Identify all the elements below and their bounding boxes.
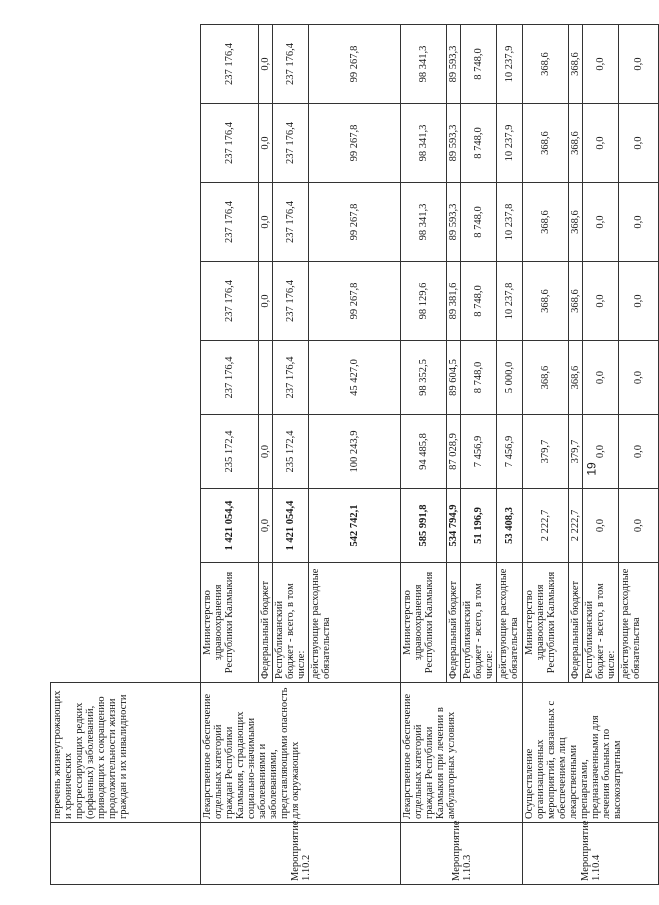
value-cell: 89 593,3 <box>447 25 461 104</box>
value-cell: 585 991,8 <box>401 489 447 563</box>
value-cell: 237 176,4 <box>201 104 259 183</box>
value-cell: 0,0 <box>619 183 659 262</box>
value-cell: 98 341,3 <box>401 25 447 104</box>
value-cell: 0,0 <box>583 25 619 104</box>
value-cell: 1 421 054,4 <box>273 489 309 563</box>
row-label: Республиканский бюджет - всего, в том числе: <box>583 563 619 683</box>
row-label: Республиканский бюджет - всего, в том числе: <box>273 563 309 683</box>
value-cell: 235 172,4 <box>201 415 259 489</box>
value-cell: 10 237,8 <box>497 183 523 262</box>
value-cell: 10 237,9 <box>497 25 523 104</box>
value-cell: 0,0 <box>583 415 619 489</box>
value-cell: 89 593,3 <box>447 183 461 262</box>
value-cell: 0,0 <box>259 104 273 183</box>
table-row <box>401 25 447 885</box>
continuation-name-cell: перечень жизнеугрожающих и хронических прогрессирующих редких (орфанных) заболеваний, приводящих к сокращению продолжительности жизни граждан и их инвалидности <box>51 683 201 823</box>
value-cell: 368,6 <box>569 262 583 341</box>
value-cell: 237 176,4 <box>201 341 259 415</box>
value-cell: 7 456,9 <box>461 415 497 489</box>
value-cell: 237 176,4 <box>273 183 309 262</box>
value-cell: 99 267,8 <box>309 104 401 183</box>
value-cell: 5 000,0 <box>497 341 523 415</box>
value-cell: 0,0 <box>583 489 619 563</box>
value-cell: 2 222,7 <box>523 489 569 563</box>
value-cell: 237 176,4 <box>201 25 259 104</box>
value-cell: 542 742,1 <box>309 489 401 563</box>
value-cell: 0,0 <box>619 25 659 104</box>
value-cell: 379,7 <box>569 415 583 489</box>
value-cell: 89 381,6 <box>447 262 461 341</box>
budget-table-sheet <box>50 25 645 885</box>
value-cell: 98 341,3 <box>401 104 447 183</box>
value-cell: 45 427,0 <box>309 341 401 415</box>
activity-id: Мероприятие 1.10.3 <box>401 823 523 885</box>
value-cell: 0,0 <box>259 183 273 262</box>
value-cell: 237 176,4 <box>201 183 259 262</box>
budget-table <box>50 24 659 885</box>
value-cell: 0,0 <box>583 262 619 341</box>
value-cell: 237 176,4 <box>273 25 309 104</box>
value-cell: 368,6 <box>569 25 583 104</box>
value-cell: 7 456,9 <box>497 415 523 489</box>
continuation-row <box>51 25 201 885</box>
value-cell: 0,0 <box>583 183 619 262</box>
value-cell: 379,7 <box>523 415 569 489</box>
row-label: действующие расходные обязательства <box>497 563 523 683</box>
value-cell: 8 748,0 <box>461 104 497 183</box>
value-cell: 368,6 <box>523 104 569 183</box>
value-cell: 0,0 <box>619 341 659 415</box>
value-cell: 100 243,9 <box>309 415 401 489</box>
table-row <box>201 25 259 885</box>
row-label: действующие расходные обязательства <box>309 563 401 683</box>
value-cell: 368,6 <box>523 262 569 341</box>
value-cell: 235 172,4 <box>273 415 309 489</box>
value-cell: 89 604,5 <box>447 341 461 415</box>
value-cell: 0,0 <box>619 104 659 183</box>
value-cell: 89 593,3 <box>447 104 461 183</box>
value-cell: 98 129,6 <box>401 262 447 341</box>
value-cell: 2 222,7 <box>569 489 583 563</box>
value-cell: 534 794,9 <box>447 489 461 563</box>
value-cell: 0,0 <box>583 104 619 183</box>
value-cell: 8 748,0 <box>461 341 497 415</box>
row-label: Федеральный бюджет <box>259 563 273 683</box>
value-cell: 0,0 <box>259 489 273 563</box>
value-cell: 0,0 <box>259 25 273 104</box>
value-cell: 237 176,4 <box>273 262 309 341</box>
value-cell: 1 421 054,4 <box>201 489 259 563</box>
value-cell: 368,6 <box>569 341 583 415</box>
value-cell: 0,0 <box>259 415 273 489</box>
activity-name: Осуществление организационных мероприятий, связанных с обеспечением лиц лекарственными препаратами, предназначенными для лечения больных по высокозатратным <box>523 683 659 823</box>
continuation-id-cell <box>51 823 201 885</box>
value-cell: 87 028,9 <box>447 415 461 489</box>
value-cell: 8 748,0 <box>461 183 497 262</box>
value-cell: 0,0 <box>619 489 659 563</box>
value-cell: 368,6 <box>523 25 569 104</box>
value-cell: 0,0 <box>619 262 659 341</box>
value-cell: 98 341,3 <box>401 183 447 262</box>
value-cell: 53 408,3 <box>497 489 523 563</box>
value-cell: 10 237,8 <box>497 262 523 341</box>
value-cell: 237 176,4 <box>273 341 309 415</box>
value-cell: 368,6 <box>523 341 569 415</box>
value-cell: 51 196,9 <box>461 489 497 563</box>
page-number: 19 <box>584 462 599 476</box>
value-cell: 8 748,0 <box>461 262 497 341</box>
row-label: Федеральный бюджет <box>447 563 461 683</box>
value-cell: 368,6 <box>523 183 569 262</box>
value-cell: 8 748,0 <box>461 25 497 104</box>
value-cell: 99 267,8 <box>309 183 401 262</box>
row-label: Федеральный бюджет <box>569 563 583 683</box>
activity-name: Лекарственное обеспечение отдельных категорий граждан Республики Калмыкия, страдающих социально-значимыми заболеваниями и заболеваниями, представляющими опасность для окружающих <box>201 683 401 823</box>
value-cell: 98 352,5 <box>401 341 447 415</box>
value-cell: 237 176,4 <box>273 104 309 183</box>
value-cell: 368,6 <box>569 183 583 262</box>
value-cell: 237 176,4 <box>201 262 259 341</box>
row-label: действующие расходные обязательства <box>619 563 659 683</box>
table-row <box>523 25 569 885</box>
value-cell: 0,0 <box>259 262 273 341</box>
value-cell: 0,0 <box>583 341 619 415</box>
value-cell <box>259 341 273 415</box>
value-cell: 0,0 <box>619 415 659 489</box>
row-label: Республиканский бюджет - всего, в том числе: <box>461 563 497 683</box>
row-label: Министерство здравоохранения Республики Калмыкия <box>401 563 447 683</box>
value-cell: 99 267,8 <box>309 262 401 341</box>
value-cell: 94 485,8 <box>401 415 447 489</box>
row-label: Министерство здравоохранения Республики Калмыкия <box>523 563 569 683</box>
activity-id: Мероприятие 1.10.4 <box>523 823 659 885</box>
value-cell: 10 237,9 <box>497 104 523 183</box>
activity-id: Мероприятие 1.10.2 <box>201 823 401 885</box>
row-label: Министерство здравоохранения Республики Калмыкия <box>201 563 259 683</box>
activity-name: Лекарственное обеспечение отдельных категорий граждан Республики Калмыкия при лечении в амбулаторных условиях <box>401 683 523 823</box>
value-cell: 368,6 <box>569 104 583 183</box>
value-cell: 99 267,8 <box>309 25 401 104</box>
